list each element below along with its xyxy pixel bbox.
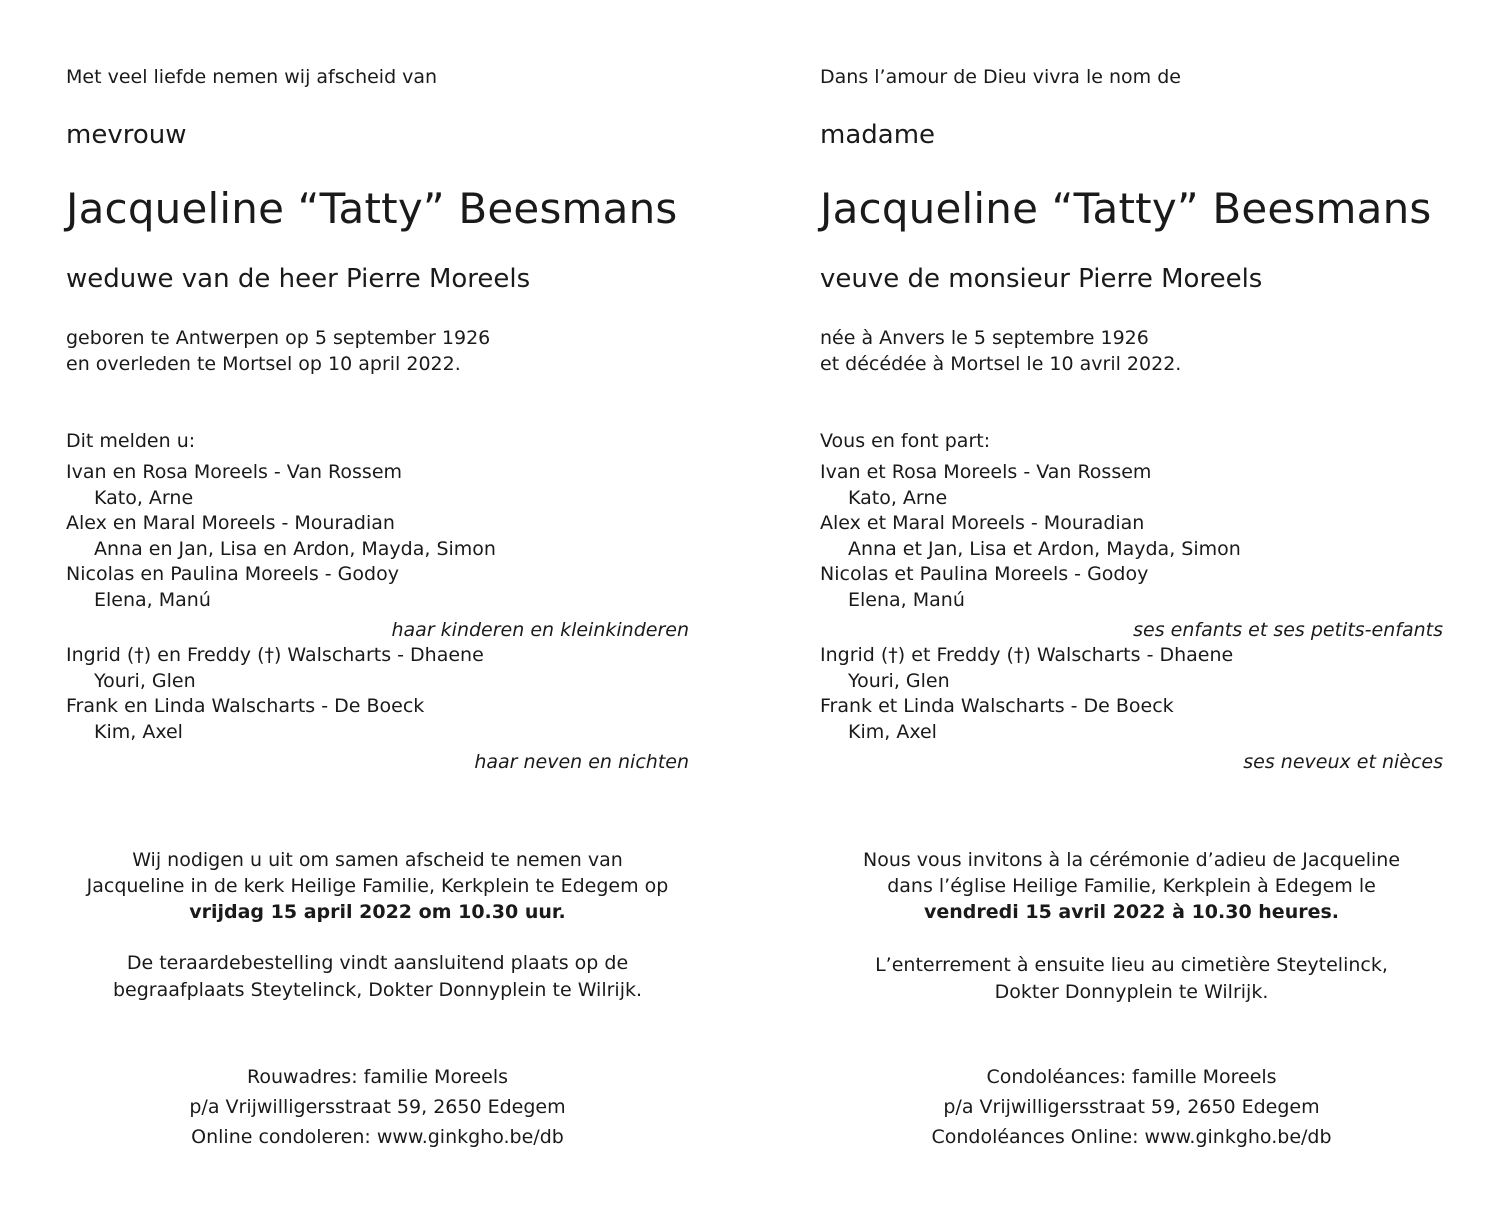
burial-line: L’enterrement à ensuite lieu au cimetière Steytelinck, [875,954,1388,976]
family-couple: Ingrid (†) et Freddy (†) Walscharts - Dhaene [820,644,1234,666]
online-condolences: Condoléances Online: www.ginkgho.be/db [931,1126,1332,1148]
intro-line: Met veel liefde nemen wij afscheid van [66,66,438,88]
family-couple: Frank et Linda Walscharts - De Boeck [820,695,1174,717]
postal-address: p/a Vrijwilligersstraat 59, 2650 Edegem [943,1096,1320,1118]
honorific: mevrouw [66,120,187,150]
ceremony-line: Nous vous invitons à la cérémonie d’adieu de Jacqueline [862,849,1401,871]
family-couple: Frank en Linda Walscharts - De Boeck [66,695,425,717]
postal-address: p/a Vrijwilligersstraat 59, 2650 Edegem [189,1096,566,1118]
family-children: Anna et Jan, Lisa et Ardon, Mayda, Simon [848,537,1241,560]
family-children: Kim, Axel [94,720,183,743]
contact-block [66,1062,689,1152]
relation-caption: haar kinderen en kleinkinderen [391,619,689,641]
family-children: Kato, Arne [94,486,194,509]
family-children: Elena, Manú [848,588,965,611]
burial-line: Dokter Donnyplein te Wilrijk. [994,981,1269,1003]
announce-heading: Vous en font part: [820,430,991,452]
intro-line: Dans l’amour de Dieu vivra le nom de [820,66,1181,88]
dutch-column [66,0,706,1214]
burial-block [66,950,689,1004]
family-list [66,460,689,775]
french-column [820,0,1460,1214]
family-children: Kato, Arne [848,486,948,509]
announce-heading: Dit melden u: [66,430,196,452]
mourning-address: Condoléances: famille Moreels [986,1066,1277,1088]
family-children: Anna en Jan, Lisa en Ardon, Mayda, Simon [94,537,496,560]
family-couple: Ivan et Rosa Moreels - Van Rossem [820,461,1152,483]
relation-caption: ses enfants et ses petits-enfants [1133,619,1443,641]
death-line: et décédée à Mortsel le 10 avril 2022. [820,353,1182,375]
burial-line: begraafplaats Steytelinck, Dokter Donnyplein te Wilrijk. [112,979,643,1001]
deceased-name: Jacqueline “Tatty” Beesmans [820,184,1432,233]
ceremony-date: vendredi 15 avril 2022 à 10.30 heures. [923,901,1340,923]
life-dates [820,325,1181,377]
widow-line: weduwe van de heer Pierre Moreels [66,264,531,294]
deceased-name: Jacqueline “Tatty” Beesmans [66,184,678,233]
death-line: en overleden te Mortsel op 10 april 2022. [66,353,461,375]
family-children: Youri, Glen [848,669,950,692]
life-dates [66,325,490,377]
family-couple: Nicolas et Paulina Moreels - Godoy [820,563,1149,585]
online-condolences: Online condoleren: www.ginkgho.be/db [191,1126,564,1148]
ceremony-line: dans l’église Heilige Familie, Kerkplein à Edegem le [887,875,1376,897]
family-children: Youri, Glen [94,669,196,692]
ceremony-line: Wij nodigen u uit om samen afscheid te nemen van [132,849,623,871]
birth-line: née à Anvers le 5 septembre 1926 [820,327,1149,349]
family-children: Kim, Axel [848,720,937,743]
birth-line: geboren te Antwerpen op 5 september 1926 [66,327,491,349]
family-couple: Alex en Maral Moreels - Mouradian [66,512,395,534]
widow-line: veuve de monsieur Pierre Moreels [820,264,1263,294]
family-couple: Nicolas en Paulina Moreels - Godoy [66,563,399,585]
burial-block [820,952,1443,1006]
ceremony-block [820,847,1443,925]
family-couple: Ingrid (†) en Freddy (†) Walscharts - Dhaene [66,644,484,666]
family-list [820,460,1443,775]
honorific: madame [820,120,936,150]
burial-line: De teraardebestelling vindt aansluitend plaats op de [126,952,629,974]
ceremony-line: Jacqueline in de kerk Heilige Familie, Kerkplein te Edegem op [86,875,669,897]
mourning-address: Rouwadres: familie Moreels [246,1066,509,1088]
relation-caption: ses neveux et nièces [1243,751,1443,773]
family-couple: Ivan en Rosa Moreels - Van Rossem [66,461,403,483]
ceremony-block [66,847,689,925]
family-children: Elena, Manú [94,588,211,611]
contact-block [820,1062,1443,1152]
family-couple: Alex et Maral Moreels - Mouradian [820,512,1145,534]
ceremony-date: vrijdag 15 april 2022 om 10.30 uur. [189,901,566,923]
relation-caption: haar neven en nichten [474,751,689,773]
